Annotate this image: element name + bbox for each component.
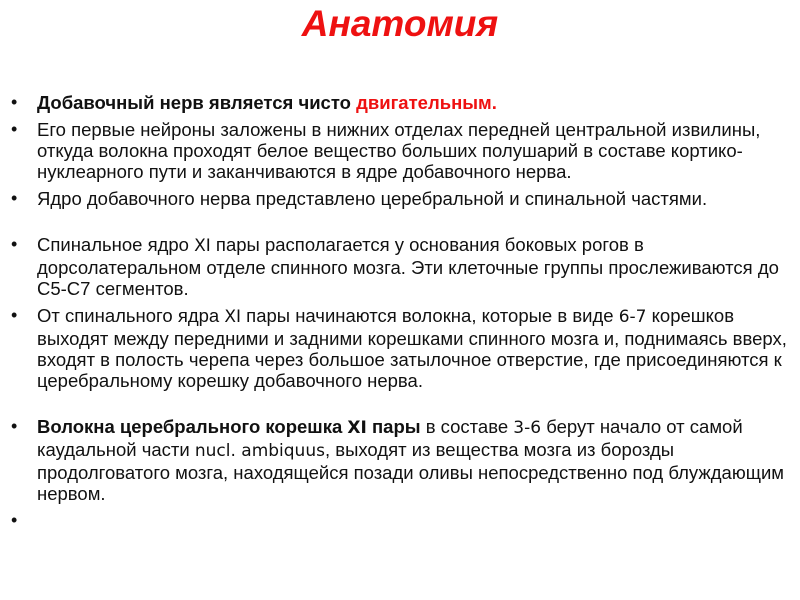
bullet-item — [11, 234, 797, 299]
bullet-item — [11, 119, 797, 182]
bullet-item — [11, 188, 797, 209]
bullet-text: пары располагается у основания боковых рогов в дорсолатеральном отделе спинного мозга. Эти клеточные группы прослеживаются до С5-С7 сегментов. — [37, 234, 779, 299]
roman-numeral: XI — [194, 236, 211, 256]
bullet-text: Его первые нейроны заложены в нижних отделах передней центральной извилины, откуда волокна проходят белое вещество больших полушарий в составе кортико-нуклеарного пути и заканчиваются в ядре добавочного нерва. — [37, 119, 761, 182]
bullet-list — [11, 92, 797, 537]
number-range: 3-6 — [513, 418, 542, 438]
bullet-marker: • — [11, 416, 18, 436]
bullet-marker: • — [11, 234, 18, 254]
bullet-text: Волокна церебрального корешка — [37, 416, 348, 437]
bullet-text: От спинального ядра — [37, 305, 225, 326]
highlight-text: двигательным. — [356, 92, 497, 113]
bullet-item — [11, 92, 797, 113]
slide-title: Анатомия — [301, 3, 499, 44]
bullet-text: Добавочный нерв является чисто — [37, 92, 357, 113]
roman-numeral: XI — [224, 307, 242, 327]
bullet-text: корешков выходят между передними и задними корешками спинного мозга и, поднимаясь вверх, входят в полость черепа через большое затылочное отверстие, где присоединяются к церебральному корешку добавочного нерва. — [37, 305, 787, 391]
bullet-text: , выходят из вещества мозга из борозды продолговатого мозга, находящейся позади оливы непосредственно под блуждающим нервом. — [37, 439, 784, 504]
bullet-text: берут начало от самой каудальной части — [37, 416, 743, 460]
bullet-text: Спинальное ядро — [37, 234, 195, 255]
bullet-item — [11, 416, 797, 504]
latin-term: nucl. ambiquus — [194, 441, 325, 461]
bullet-marker: • — [11, 188, 18, 208]
number-range: 6-7 — [618, 307, 647, 327]
bullet-text: в составе — [420, 416, 514, 437]
bullet-item — [11, 305, 797, 391]
bullet-marker: • — [11, 119, 18, 139]
bullet-text: пары начинаются волокна, которые в виде — [241, 305, 619, 326]
bullet-marker: • — [11, 510, 18, 530]
bullet-marker: • — [11, 305, 18, 325]
roman-numeral: XI — [347, 418, 367, 438]
bullet-marker: • — [11, 92, 18, 112]
bullet-text: пары — [366, 416, 421, 437]
bullet-text: Ядро добавочного нерва представлено церебральной и спинальной частями. — [37, 188, 708, 209]
bullet-item-empty — [11, 510, 797, 531]
